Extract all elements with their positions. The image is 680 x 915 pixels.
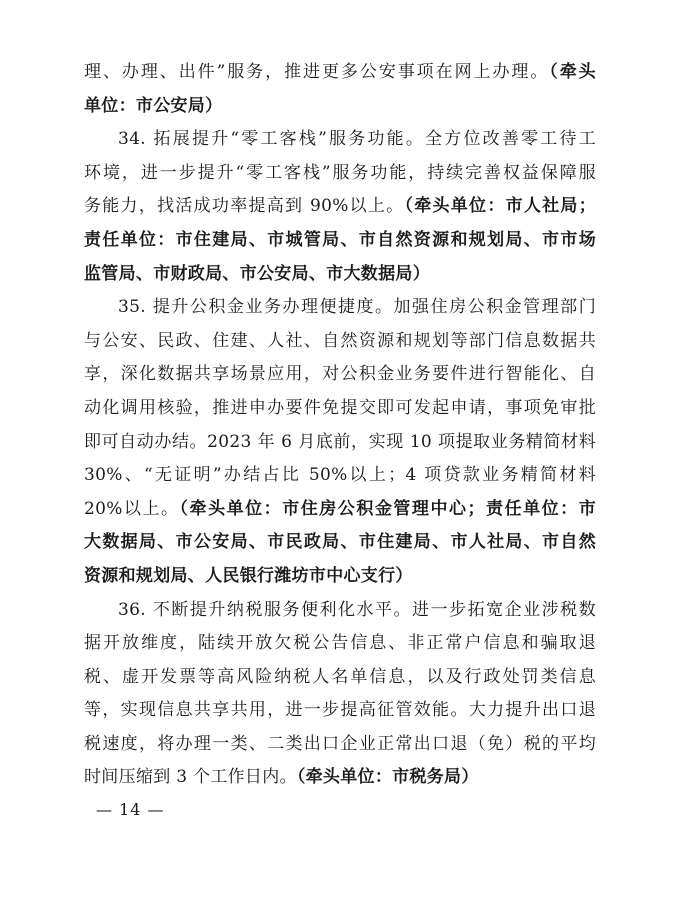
text-line: 等，实现信息共享共用，进一步提高征管效能。大力提升出口退 (84, 700, 596, 721)
text-line: 税速度，将办理一类、二类出口企业正常出口退（免）税的平均 (84, 733, 596, 754)
text-line: 时间压缩到 3 个工作日内。（牵头单位：市税务局） (84, 767, 479, 788)
text-line: 享，深化数据共享场景应用，对公积金业务要件进行智能化、自 (84, 364, 596, 385)
text-line: 资源和规划局、人民银行潍坊市中心支行） (84, 565, 413, 586)
text-line: 动化调用核验，推进申办要件免提交即可发起申请，事项免审批 (84, 397, 596, 418)
text-line: 30%、“无证明”办结占比 50%以上；4 项贷款业务精简材料 (84, 465, 596, 486)
text-line: 据开放维度，陆续开放欠税公告信息、非正常户信息和骗取退 (84, 633, 596, 654)
text-line: 即可自动办结。2023 年 6 月底前，实现 10 项提取业务精简材料 (84, 431, 596, 452)
text-line: 大数据局、市公安局、市民政局、市住建局、市人社局、市自然 (84, 532, 596, 553)
text-line: 20%以上。（牵头单位：市住房公积金管理中心；责任单位：市 (84, 498, 596, 519)
text-line: 理、办理、出件”服务，推进更多公安事项在网上办理。（牵头 (84, 62, 596, 82)
text-line: 36. 不断提升纳税服务便利化水平。进一步拓宽企业涉税数 (118, 599, 596, 620)
text-line: 单位：市公安局） (84, 95, 223, 116)
paragraph-35 (84, 291, 596, 593)
page-number: — 14 — (96, 800, 165, 819)
document-page (84, 56, 596, 795)
text-line: 34. 拓展提升“零工客栈”服务功能。全方位改善零工待工 (118, 129, 596, 150)
text-line: 监管局、市财政局、市公安局、市大数据局） (84, 263, 430, 284)
text-line: 税、虚开发票等高风险纳税人名单信息，以及行政处罚类信息 (84, 666, 596, 687)
text-line: 环境，进一步提升“零工客栈”服务功能，持续完善权益保障服 (84, 162, 596, 183)
text-line: 与公安、民政、住建、人社、自然资源和规划等部门信息数据共 (84, 330, 596, 351)
paragraph-34 (84, 123, 596, 291)
text-line: 35. 提升公积金业务办理便捷度。加强住房公积金管理部门 (118, 297, 596, 318)
text-line: 务能力，找活成功率提高到 90%以上。（牵头单位：市人社局； (84, 196, 596, 217)
paragraph-33-tail (84, 56, 596, 123)
text-line: 责任单位：市住建局、市城管局、市自然资源和规划局、市市场 (84, 229, 596, 250)
paragraph-36 (84, 594, 596, 796)
